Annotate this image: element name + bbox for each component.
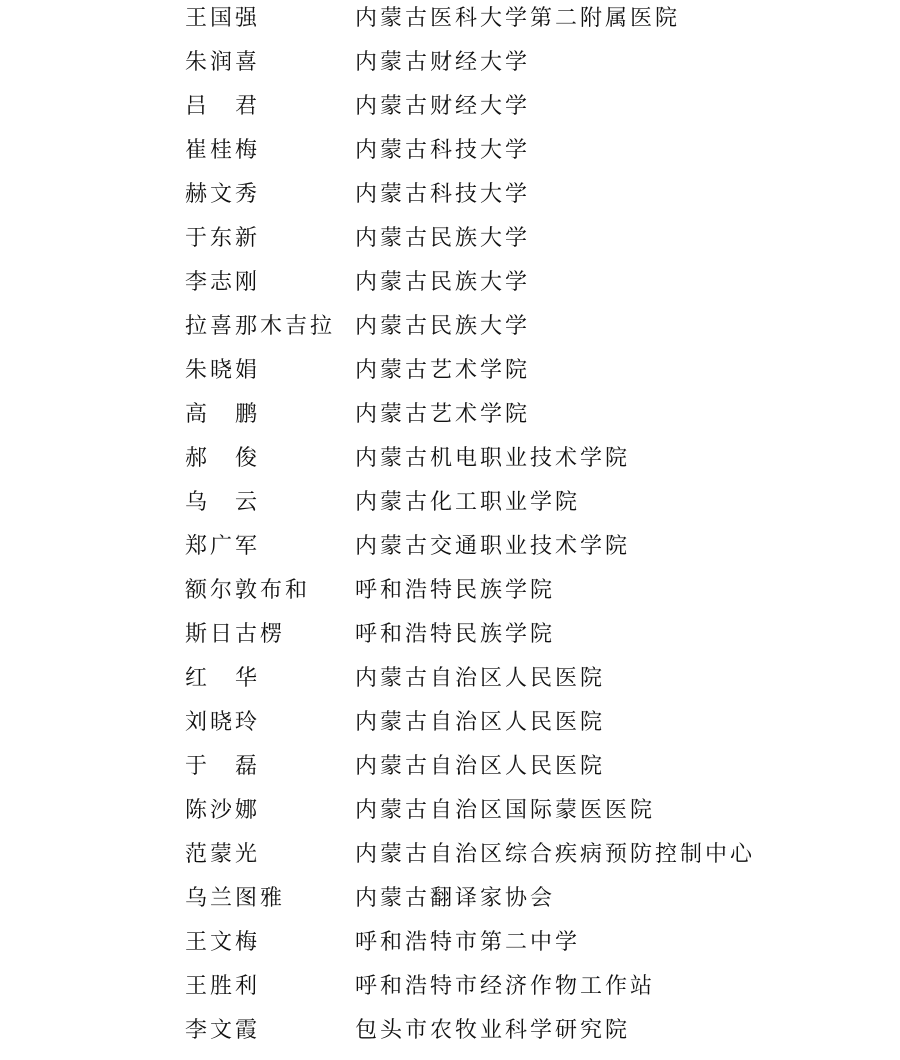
person-name: 郑广军 (185, 534, 261, 559)
list-item (0, 1016, 900, 1060)
person-name: 郝 俊 (185, 446, 261, 471)
organization-name: 内蒙古民族大学 (355, 314, 531, 339)
list-item (0, 620, 900, 664)
person-name: 额尔敦布和 (185, 578, 311, 603)
list-item (0, 400, 900, 444)
organization-name: 内蒙古自治区综合疾病预防控制中心 (355, 842, 756, 867)
organization-name: 内蒙古艺术学院 (355, 358, 531, 383)
organization-name: 内蒙古化工职业学院 (355, 490, 581, 515)
list-item (0, 796, 900, 840)
person-name: 吕 君 (185, 94, 261, 119)
organization-name: 内蒙古自治区人民医院 (355, 710, 606, 735)
list-item (0, 92, 900, 136)
person-name: 乌 云 (185, 490, 261, 515)
list-item (0, 488, 900, 532)
organization-name: 内蒙古财经大学 (355, 50, 531, 75)
person-name: 王文梅 (185, 930, 261, 955)
list-item (0, 972, 900, 1016)
organization-name: 包头市农牧业科学研究院 (355, 1018, 631, 1043)
list-item (0, 840, 900, 884)
organization-name: 内蒙古自治区人民医院 (355, 666, 606, 691)
list-item (0, 532, 900, 576)
person-name: 赫文秀 (185, 182, 261, 207)
list-item (0, 928, 900, 972)
person-name: 乌兰图雅 (185, 886, 286, 911)
list-item (0, 444, 900, 488)
organization-name: 内蒙古艺术学院 (355, 402, 531, 427)
list-item (0, 752, 900, 796)
list-item (0, 268, 900, 312)
organization-name: 内蒙古自治区国际蒙医医院 (355, 798, 656, 823)
list-item (0, 312, 900, 356)
person-name: 拉喜那木吉拉 (185, 314, 336, 339)
organization-name: 内蒙古翻译家协会 (355, 886, 556, 911)
person-name: 王胜利 (185, 974, 261, 999)
person-name: 于 磊 (185, 754, 261, 779)
list-item (0, 664, 900, 708)
organization-name: 内蒙古民族大学 (355, 226, 531, 251)
person-name: 刘晓玲 (185, 710, 261, 735)
person-name: 斯日古楞 (185, 622, 286, 647)
organization-name: 内蒙古自治区人民医院 (355, 754, 606, 779)
organization-name: 内蒙古交通职业技术学院 (355, 534, 631, 559)
organization-name: 内蒙古医科大学第二附属医院 (355, 6, 681, 31)
person-name: 范蒙光 (185, 842, 261, 867)
list-item (0, 356, 900, 400)
organization-name: 内蒙古机电职业技术学院 (355, 446, 631, 471)
list-item (0, 576, 900, 620)
person-name: 朱晓娟 (185, 358, 261, 383)
list-item (0, 48, 900, 92)
person-name: 朱润喜 (185, 50, 261, 75)
list-item (0, 224, 900, 268)
organization-name: 内蒙古科技大学 (355, 138, 531, 163)
organization-name: 呼和浩特民族学院 (355, 622, 556, 647)
organization-name: 呼和浩特民族学院 (355, 578, 556, 603)
organization-name: 内蒙古科技大学 (355, 182, 531, 207)
list-item (0, 708, 900, 752)
organization-name: 呼和浩特市经济作物工作站 (355, 974, 656, 999)
person-name: 崔桂梅 (185, 138, 261, 163)
organization-name: 呼和浩特市第二中学 (355, 930, 581, 955)
list-item (0, 136, 900, 180)
list-item (0, 884, 900, 928)
person-name: 王国强 (185, 6, 261, 31)
person-name: 于东新 (185, 226, 261, 251)
organization-name: 内蒙古财经大学 (355, 94, 531, 119)
organization-name: 内蒙古民族大学 (355, 270, 531, 295)
list-item (0, 180, 900, 224)
person-name: 红 华 (185, 666, 261, 691)
person-name: 陈沙娜 (185, 798, 261, 823)
person-name: 李文霞 (185, 1018, 261, 1043)
list-item (0, 4, 900, 48)
person-name: 高 鹏 (185, 402, 261, 427)
person-name: 李志刚 (185, 270, 261, 295)
